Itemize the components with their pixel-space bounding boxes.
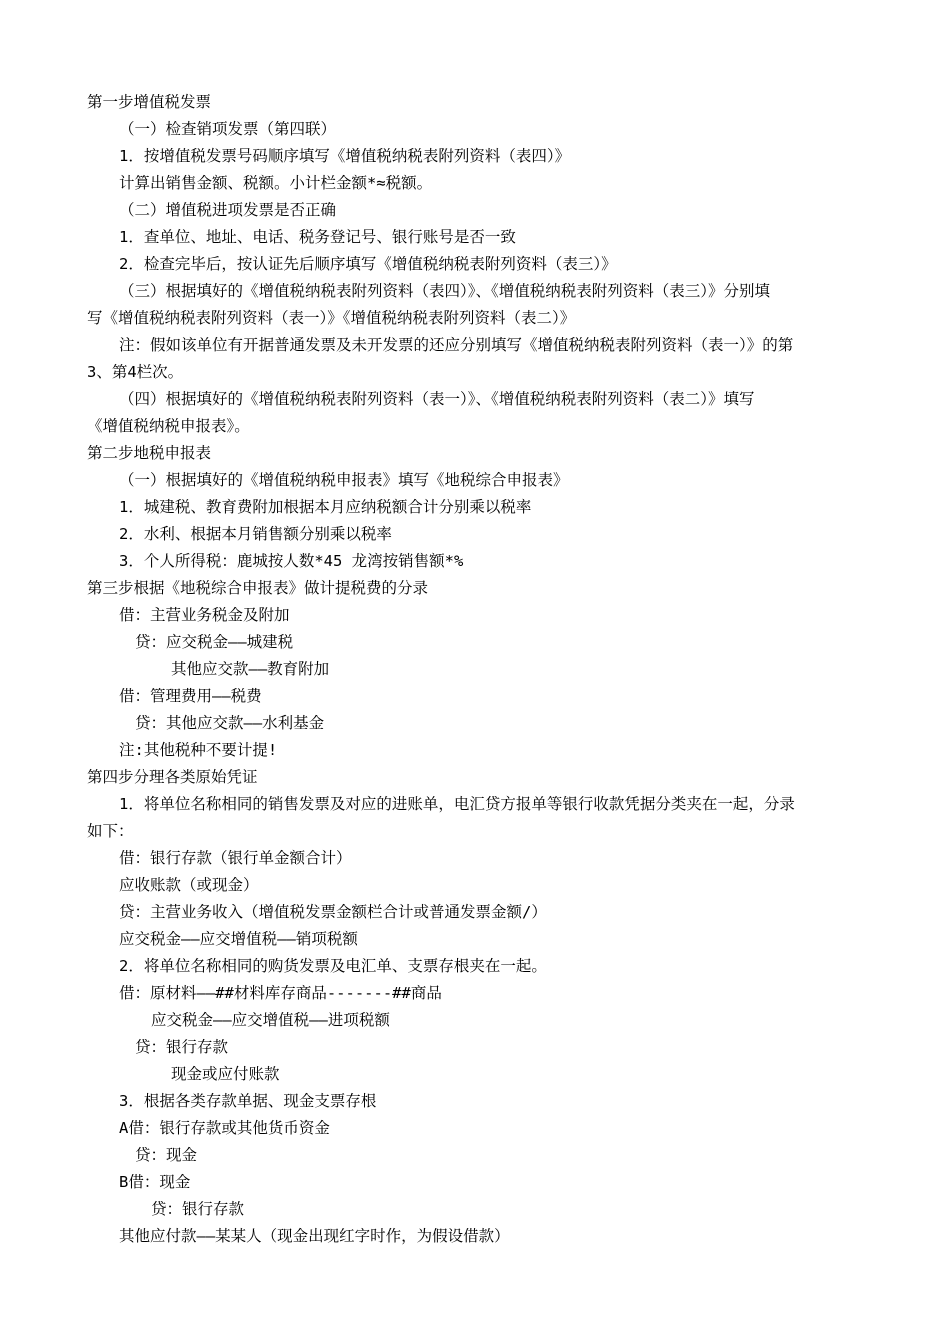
text-line: 第三步根据《地税综合申报表》做计提税费的分录: [87, 579, 429, 597]
text-line: 注:其他税种不要计提!: [119, 741, 278, 759]
text-line: 《增值税纳税申报表》。: [87, 417, 250, 435]
text-line: 贷：现金: [135, 1146, 198, 1164]
text-line: 1．城建税、教育费附加根据本月应纳税额合计分别乘以税率: [119, 498, 532, 516]
text-line: 2．水利、根据本月销售额分别乘以税率: [119, 525, 392, 543]
text-line: 应交税金——应交增值税——进项税额: [151, 1011, 390, 1029]
text-line: 其他应付款——某某人（现金出现红字时作，为假设借款）: [119, 1227, 510, 1245]
text-line: 1．查单位、地址、电话、税务登记号、银行账号是否一致: [119, 228, 516, 246]
text-line: A借：银行存款或其他货币资金: [119, 1119, 330, 1137]
text-line: 应交税金——应交增值税——销项税额: [119, 930, 358, 948]
text-line: 第二步地税申报表: [87, 444, 212, 462]
text-line: （二）增值税进项发票是否正确: [119, 201, 337, 219]
text-line: 1．将单位名称相同的销售发票及对应的进账单，电汇贷方报单等银行收款凭据分类夹在一起，分录: [119, 795, 795, 813]
text-line: （四）根据填好的《增值税纳税表附列资料（表一）》、《增值税纳税表附列资料（表二）》填写: [119, 390, 755, 408]
text-line: 贷：银行存款: [151, 1200, 245, 1218]
text-line: 贷：应交税金——城建税: [135, 633, 294, 651]
text-line: 3、第4栏次。: [87, 363, 184, 381]
text-line: 贷：银行存款: [135, 1038, 229, 1056]
text-line: 借：主营业务税金及附加: [119, 606, 290, 624]
text-line: 应收账款（或现金）: [119, 876, 259, 894]
text-line: 第一步增值税发票: [87, 93, 212, 111]
text-line: （三）根据填好的《增值税纳税表附列资料（表四）》、《增值税纳税表附列资料（表三）》分别填: [119, 282, 771, 300]
text-line: 贷：主营业务收入（增值税发票金额栏合计或普通发票金额/）: [119, 903, 547, 921]
document-body: [87, 89, 867, 1250]
text-line: 贷：其他应交款——水利基金: [135, 714, 325, 732]
text-line: B借：现金: [119, 1173, 191, 1191]
text-line: 3．个人所得税：鹿城按人数*45 龙湾按销售额*%: [119, 552, 464, 570]
text-line: 现金或应付账款: [171, 1065, 280, 1083]
text-line: 借：原材料——##材料库存商品-------##商品: [119, 984, 442, 1002]
text-line: 2．检查完毕后，按认证先后顺序填写《增值税纳税表附列资料（表三）》: [119, 255, 617, 273]
text-line: （一）检查销项发票（第四联）: [119, 120, 337, 138]
text-line: 其他应交款——教育附加: [171, 660, 330, 678]
text-line: （一）根据填好的《增值税纳税申报表》填写《地税综合申报表》: [119, 471, 569, 489]
text-line: 注：假如该单位有开据普通发票及未开发票的还应分别填写《增值税纳税表附列资料（表一）》的第: [119, 336, 794, 354]
text-line: 2．将单位名称相同的购货发票及电汇单、支票存根夹在一起。: [119, 957, 547, 975]
text-line: 借：银行存款（银行单金额合计）: [119, 849, 352, 867]
text-line: 如下：: [87, 822, 134, 840]
text-line: 写《增值税纳税表附列资料（表一）》《增值税纳税表附列资料（表二）》: [87, 309, 576, 327]
text-line: 3．根据各类存款单据、现金支票存根: [119, 1092, 377, 1110]
text-line: 第四步分理各类原始凭证: [87, 768, 258, 786]
text-line: 借：管理费用——税费: [119, 687, 262, 705]
text-line: 计算出销售金额、税额。小计栏金额*≈税额。: [119, 174, 433, 192]
text-line: 1．按增值税发票号码顺序填写《增值税纳税表附列资料（表四）》: [119, 147, 571, 165]
